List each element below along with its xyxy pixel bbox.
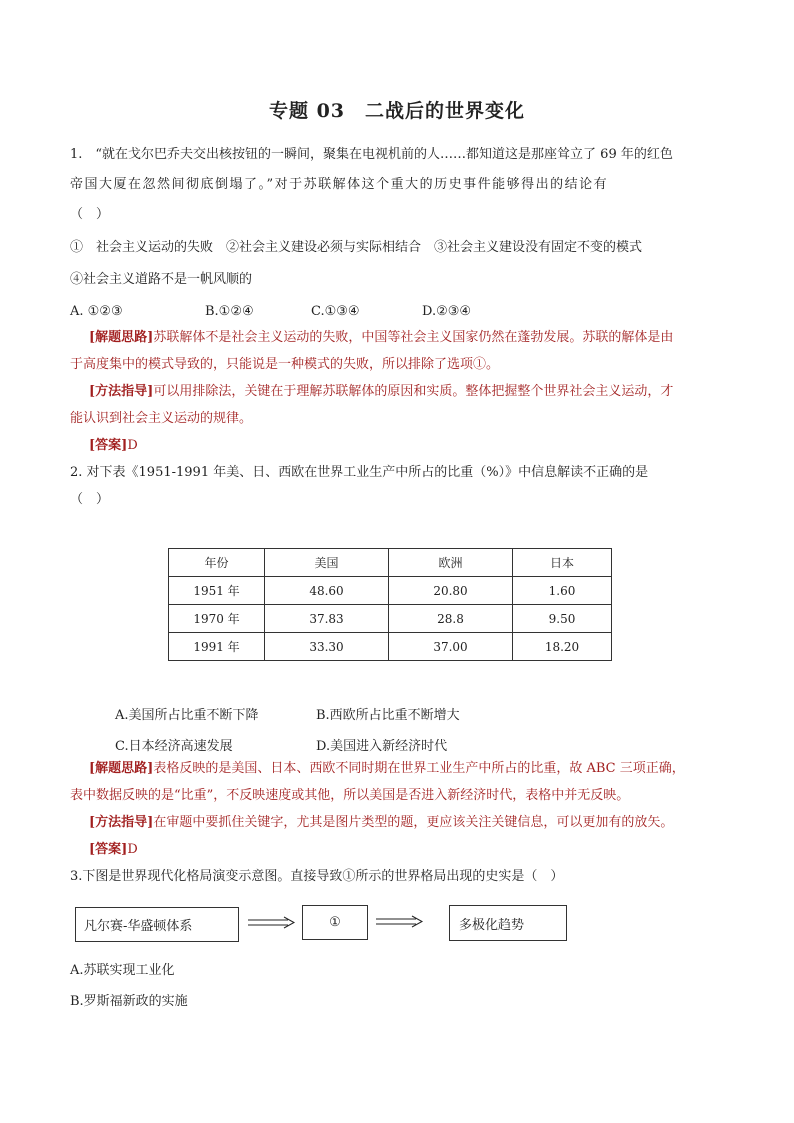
q2-option-c: C.日本经济高速发展 — [115, 739, 233, 754]
q1-analysis-tag: [解题思路] — [89, 330, 154, 345]
q1-method-tag: [方法指导] — [89, 384, 154, 399]
table-header-row — [169, 549, 612, 577]
table-row — [169, 577, 612, 605]
q2-option-a: A.美国所占比重不断下降 — [115, 708, 259, 723]
q3-stem: 3.下图是世界现代化格局演变示意图。直接导致①所示的世界格局出现的史实是（ ） — [70, 869, 564, 884]
table-cell: 1951 年 — [169, 577, 265, 605]
page-title: 专题 03 二战后的世界变化 — [268, 100, 526, 122]
q1-answer: [答案]D — [89, 438, 138, 453]
q2-analysis-line1: [解题思路]表格反映的是美国、日本、西欧不同时期在世界工业生产中所占的比重，故 ABC 三项正确， — [89, 761, 685, 776]
table-cell: 18.20 — [513, 633, 612, 661]
q1-analysis-line2: 于高度集中的模式导致的，只能说是一种模式的失败，所以排除了选项①。 — [70, 357, 500, 372]
q2-method-line1: [方法指导]在审题中要抓住关键字，尤其是图片类型的题，更应该关注关键信息，可以更加有的放矢。 — [89, 815, 674, 830]
q1-option-d: D.②③④ — [422, 304, 472, 319]
table-cell: 9.50 — [513, 605, 612, 633]
double-arrow-icon — [248, 916, 296, 930]
q2-blank: （ ） — [70, 492, 110, 507]
q1-stem-line2: 帝国大厦在忽然间彻底倒塌了。”对于苏联解体这个重大的历史事件能够得出的结论有 — [70, 177, 609, 192]
diagram-box-unknown: ① — [302, 905, 368, 940]
table-cell: 20.80 — [389, 577, 513, 605]
diagram-box-versailles: 凡尔赛-华盛顿体系 — [75, 907, 239, 942]
table-header-cell: 美国 — [265, 549, 389, 577]
q2-method-tag: [方法指导] — [89, 815, 154, 830]
q1-method-line1: [方法指导]可以用排除法，关键在于理解苏联解体的原因和实质。整体把握整个世界社会主义运动，才 — [89, 384, 674, 399]
q3-option-b: B.罗斯福新政的实施 — [70, 994, 188, 1009]
q1-option-a: A. ①②③ — [70, 304, 123, 319]
table-row — [169, 605, 612, 633]
table-cell: 37.00 — [389, 633, 513, 661]
table-cell: 37.83 — [265, 605, 389, 633]
diagram-box-multipolar: 多极化趋势 — [449, 905, 567, 941]
table-cell: 28.8 — [389, 605, 513, 633]
table-cell: 1.60 — [513, 577, 612, 605]
q2-stem-line1: 2. 对下表《1951-1991 年美、日、西欧在世界工业生产中所占的比重（%）》中信息解读不正确的是 — [70, 465, 649, 480]
table-cell: 1991 年 — [169, 633, 265, 661]
q1-statements-line2: ④社会主义道路不是一帆风顺的 — [70, 272, 253, 287]
q1-option-c: C.①③④ — [311, 304, 360, 319]
table-header-cell: 日本 — [513, 549, 612, 577]
table-cell: 33.30 — [265, 633, 389, 661]
q1-analysis-line1: [解题思路]苏联解体不是社会主义运动的失败，中国等社会主义国家仍然在蓬勃发展。苏联的解体是由 — [89, 330, 674, 345]
table-header-cell: 欧洲 — [389, 549, 513, 577]
industry-share-table — [168, 548, 612, 661]
q2-analysis-tag: [解题思路] — [89, 761, 154, 776]
double-arrow-icon — [376, 915, 424, 929]
q1-method-line2: 能认识到社会主义运动的规律。 — [70, 411, 253, 426]
q1-blank: （ ） — [70, 207, 110, 222]
q1-stem-line1: 1. “就在戈尔巴乔夫交出核按钮的一瞬间，聚集在电视机前的人……都知道这是那座耸立了 69 年的红色 — [70, 147, 673, 162]
q2-option-d: D.美国进入新经济时代 — [316, 739, 448, 754]
table-header-cell: 年份 — [169, 549, 265, 577]
q2-analysis-line2: 表中数据反映的是“比重”，不反映速度或其他，所以美国是否进入新经济时代，表格中并无反映。 — [70, 788, 630, 803]
q3-option-a: A.苏联实现工业化 — [70, 963, 175, 978]
q2-answer: [答案]D — [89, 842, 138, 857]
table-cell: 48.60 — [265, 577, 389, 605]
q1-statements-line1: ① 社会主义运动的失败 ②社会主义建设必须与实际相结合 ③社会主义建设没有固定不变的模式 — [70, 240, 643, 255]
q1-option-b: B.①②④ — [205, 304, 254, 319]
table-row — [169, 633, 612, 661]
q2-option-b: B.西欧所占比重不断增大 — [316, 708, 460, 723]
table-cell: 1970 年 — [169, 605, 265, 633]
